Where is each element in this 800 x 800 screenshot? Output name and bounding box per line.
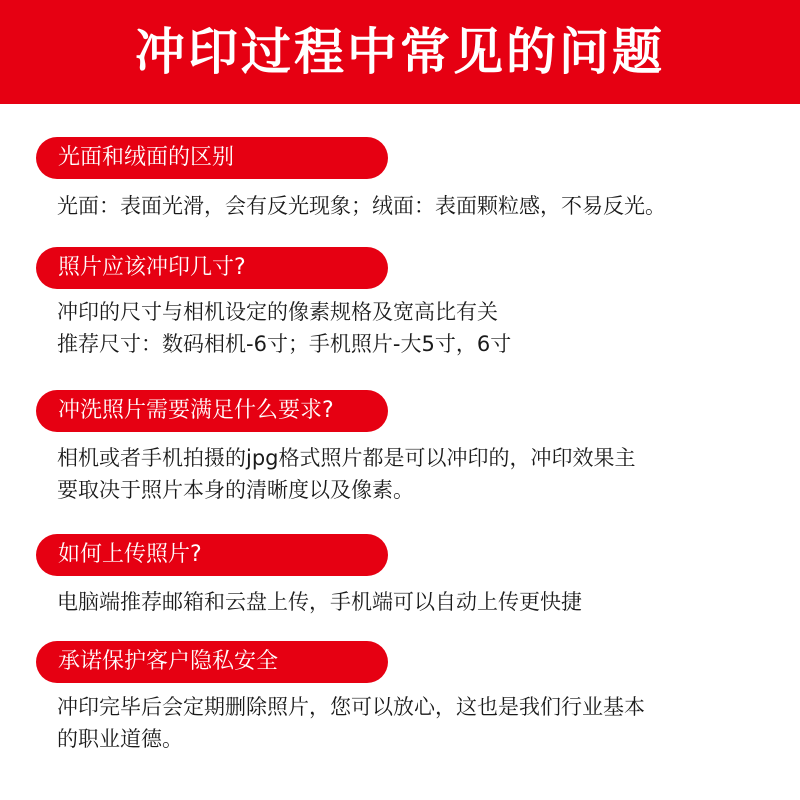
faq-question-pill [36,247,388,289]
faq-answer [57,691,777,755]
faq-answer [57,586,777,618]
faq-question-pill [36,390,388,432]
faq-question-text: 冲洗照片需要满足什么要求? [58,398,334,423]
faq-question-text: 照片应该冲印几寸? [58,255,246,280]
faq-answer-line: 的职业道德。 [57,727,183,751]
faq-question-text: 承诺保护客户隐私安全 [58,649,279,674]
faq-answer-line: 电脑端推荐邮箱和云盘上传，手机端可以自动上传更快捷 [57,590,582,614]
faq-answer-line: 冲印完毕后会定期删除照片，您可以放心，这也是我们行业基本 [57,695,645,719]
faq-answer [57,442,777,506]
header-banner [0,0,800,104]
faq-question-pill [36,534,388,576]
faq-answer-line: 相机或者手机拍摄的jpg格式照片都是可以冲印的，冲印效果主 [57,446,636,470]
page-title: 冲印过程中常见的问题 [135,23,665,81]
faq-answer-line: 要取决于照片本身的清晰度以及像素。 [57,478,414,502]
faq-question-pill [36,641,388,683]
faq-answer [57,190,777,222]
faq-answer-line: 光面：表面光滑，会有反光现象；绒面：表面颗粒感，不易反光。 [57,194,666,218]
faq-question-text: 如何上传照片? [58,542,202,567]
faq-question-pill [36,137,388,179]
faq-answer-line: 推荐尺寸：数码相机-6寸；手机照片-大5寸，6寸 [57,332,512,356]
faq-answer-line: 冲印的尺寸与相机设定的像素规格及宽高比有关 [57,300,498,324]
faq-answer [57,296,777,360]
faq-question-text: 光面和绒面的区别 [58,145,235,170]
